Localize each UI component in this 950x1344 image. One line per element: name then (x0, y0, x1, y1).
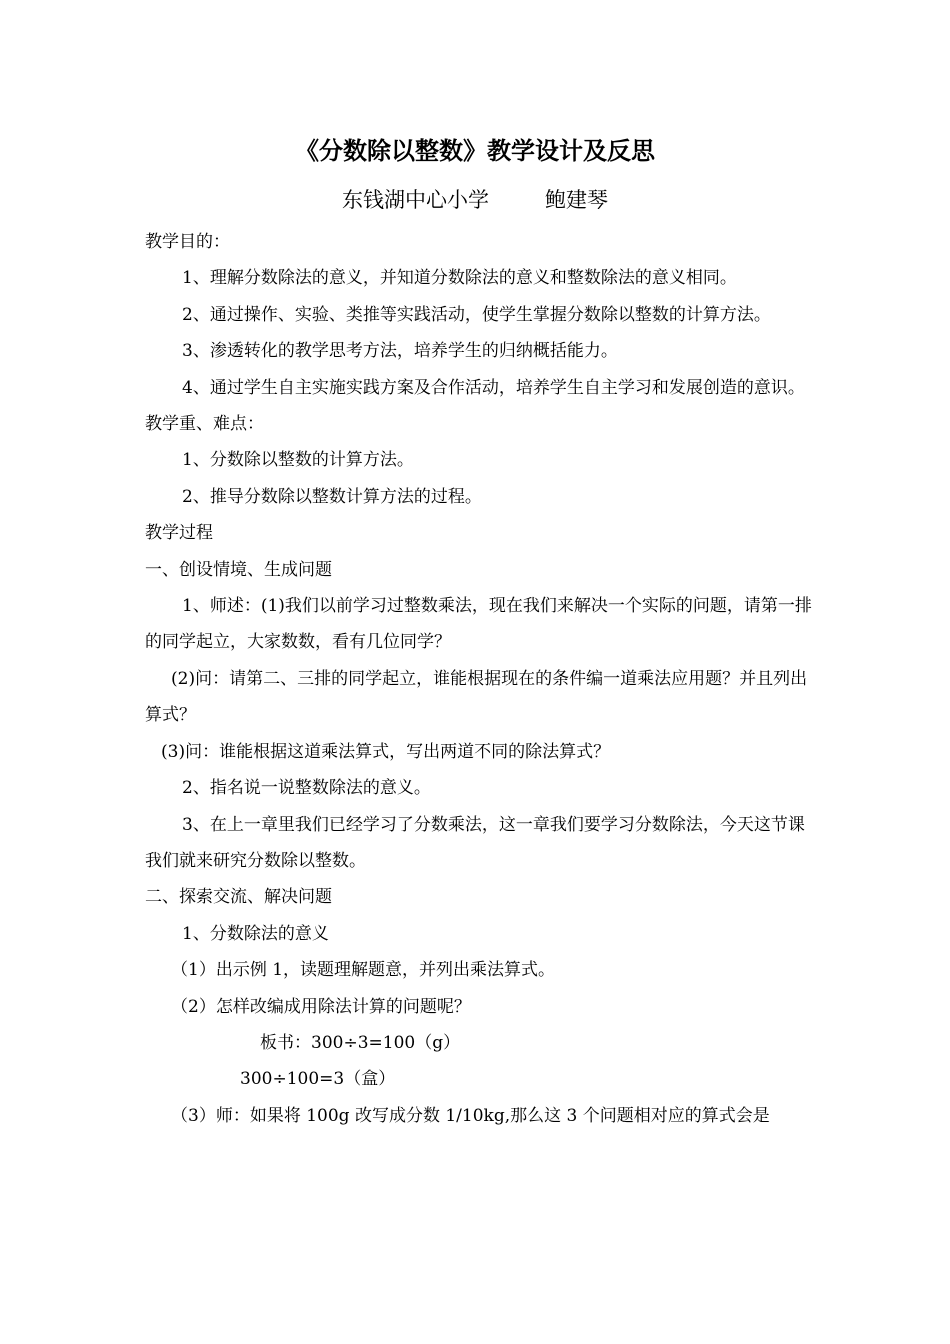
paragraph: 1、理解分数除法的意义，并知道分数除法的意义和整数除法的意义相同。 (182, 268, 737, 289)
paragraph: 3、在上一章里我们已经学习了分数乘法，这一章我们要学习分数除法，今天这节课我们就来研究分数除以整数。 (145, 814, 805, 871)
paragraph: 2、通过操作、实验、类推等实践活动，使学生掌握分数除以整数的计算方法。 (182, 304, 771, 325)
paragraph: （1）出示例 1，读题理解题意，并列出乘法算式。 (171, 960, 556, 981)
document-title: 《分数除以整数》教学设计及反思 (295, 137, 655, 165)
document-body (145, 224, 813, 1134)
author-name: 鲍建琴 (545, 188, 608, 212)
paragraph: 4、通过学生自主实施实践方案及合作活动，培养学生自主学习和发展创造的意识。 (182, 377, 805, 398)
section-heading: 一、创设情境、生成问题 (145, 559, 332, 580)
paragraph: 2、推导分数除以整数计算方法的过程。 (182, 486, 482, 507)
school-name: 东钱湖中心小学 (342, 188, 489, 212)
section-heading: 教学目的： (145, 232, 230, 252)
paragraph: (2)问：请第二、三排的同学起立，谁能根据现在的条件编一道乘法应用题？并且列出算式？ (145, 668, 808, 726)
section-heading: 教学重、难点： (145, 414, 264, 435)
document-byline (0, 183, 950, 217)
paragraph: 3、渗透转化的教学思考方法，培养学生的归纳概括能力。 (182, 341, 618, 362)
section-heading: 二、探索交流、解决问题 (145, 887, 332, 908)
board-writing: 300÷100=3（盒） (240, 1069, 396, 1090)
board-writing: 板书：300÷3=100（g） (260, 1032, 461, 1053)
section-heading: 教学过程 (145, 523, 213, 544)
paragraph: 2、指名说一说整数除法的意义。 (182, 778, 431, 799)
paragraph: （3）师：如果将 100g 改写成分数 1/10kg,那么这 3 个问题相对应的算式会是 (171, 1105, 770, 1126)
paragraph: (3)问：谁能根据这道乘法算式，写出两道不同的除法算式？ (161, 741, 611, 762)
paragraph: （2）怎样改编成用除法计算的问题呢？ (171, 996, 471, 1017)
paragraph: 1、分数除法的意义 (182, 923, 329, 944)
paragraph: 1、分数除以整数的计算方法。 (182, 450, 414, 471)
paragraph: 1、师述：(1)我们以前学习过整数乘法，现在我们来解决一个实际的问题，请第一排的同学起立，大家数数，看有几位同学？ (145, 596, 812, 653)
